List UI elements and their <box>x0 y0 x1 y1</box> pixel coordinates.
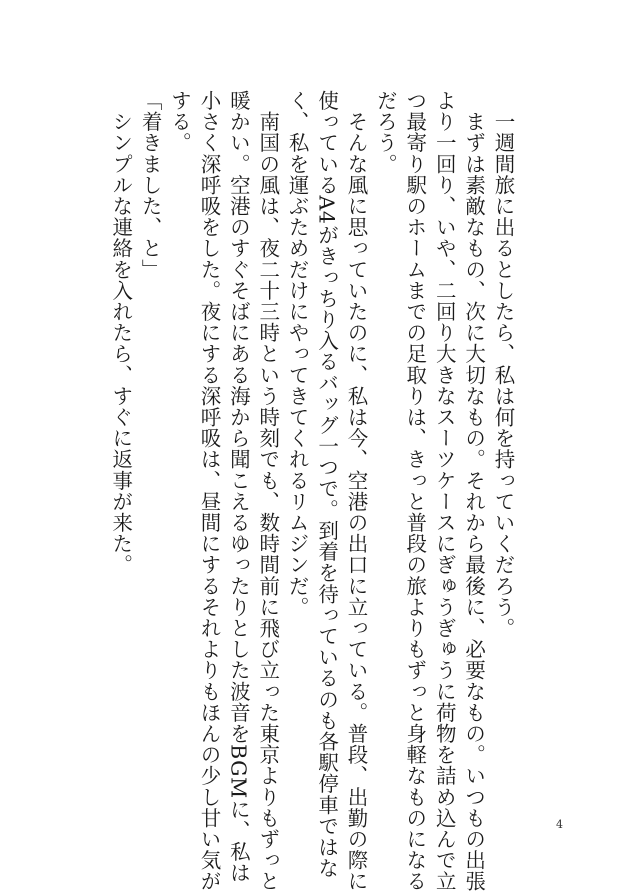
paragraph-3b: 使っているA4がきっちり入るバッグ一つで。到着を待っているのも各駅停車ではな <box>314 90 339 879</box>
paragraph-3c: く、私を運ぶためだけにやってきてくれるリムジンだ。 <box>285 90 310 618</box>
paragraph-4d: する。 <box>167 90 192 154</box>
paragraph-4a: 南国の風は、夜二十三時という時刻でも、数時間前に飛び立った東京よりもずっと <box>255 90 280 892</box>
paragraph-1: 一週間旅に出るとしたら、私は何を持っていくだろう。 <box>491 90 515 639</box>
page-number: 4 <box>556 818 563 831</box>
paragraph-2c: つ最寄り駅のホームまでの足取りは、きっと普段の旅よりもずっと身軽なものになる <box>402 90 427 892</box>
paragraph-2a: まずは素敵なもの、次に大切なもの。それから最後に、必要なもの。いつもの出張 <box>461 90 486 892</box>
paragraph-3a: そんな風に思っていたのに、私は今、空港の出口に立っている。普段、出勤の際に <box>343 90 368 892</box>
vertical-text-body <box>105 90 517 892</box>
paragraph-2b: より一回り、いや、二回り大きなスーツケースにぎゅうぎゅうに荷物を詰め込んで立 <box>432 90 457 892</box>
paragraph-4c: 小さく深呼吸をした。夜にする深呼吸は、昼間にするそれよりもほんの少し甘い気が <box>196 90 221 892</box>
paragraph-2d: だろう。 <box>373 90 398 175</box>
paragraph-5: 「着きました、と」 <box>138 90 163 280</box>
paragraph-6: シンプルな連絡を入れたら、すぐに返事が来た。 <box>108 90 133 576</box>
paragraph-4b: 暖かい。空港のすぐそばにある海から聞こえるゆったりとした波音をBGMに、私は <box>226 90 251 884</box>
